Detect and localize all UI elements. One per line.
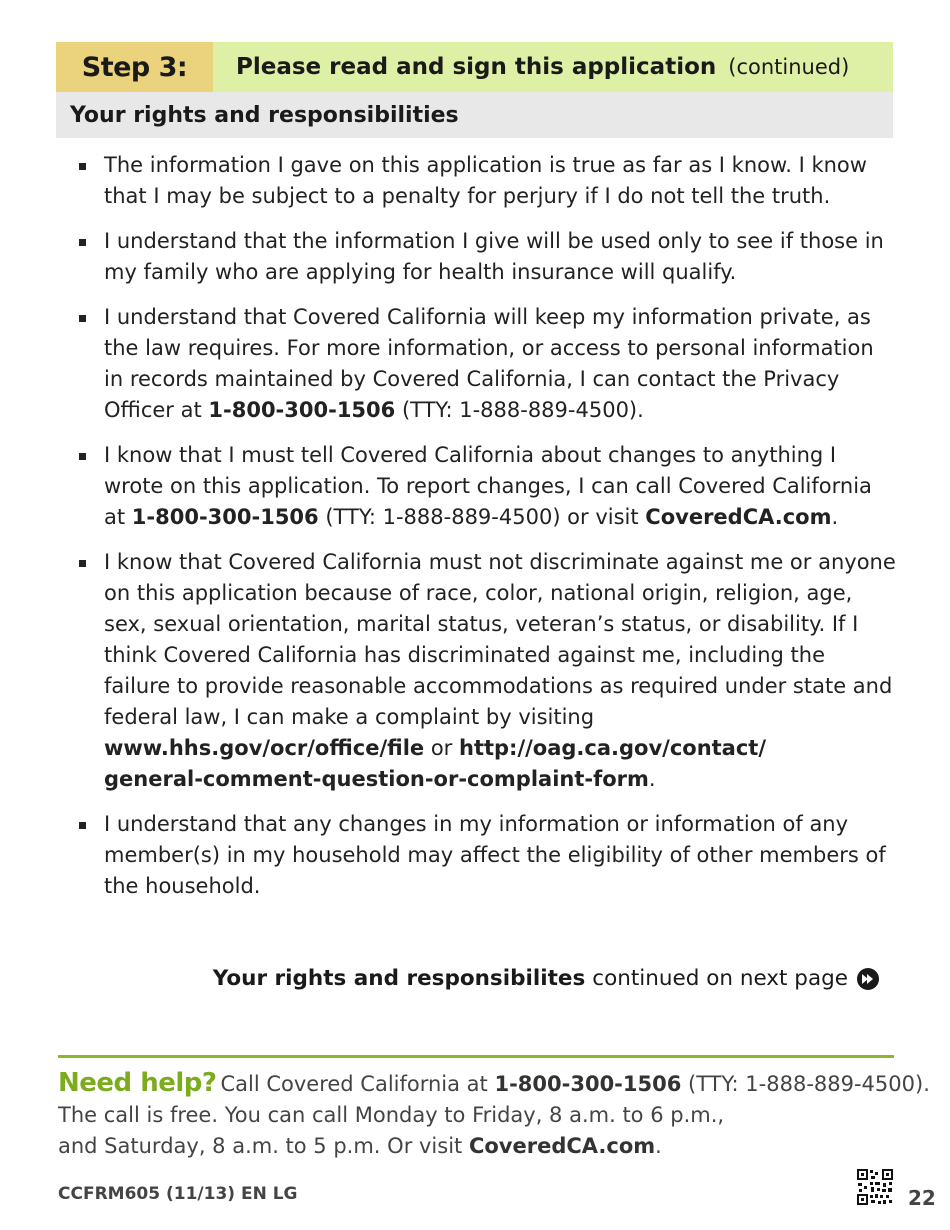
bullet-icon bbox=[79, 453, 86, 460]
step-continued: (continued) bbox=[728, 55, 850, 79]
list-item bbox=[76, 547, 896, 795]
rights-list bbox=[76, 150, 896, 916]
help-tty: (TTY: 1-888-889-4500). bbox=[681, 1072, 930, 1096]
list-item bbox=[76, 302, 896, 426]
bullet-text-end: . bbox=[831, 505, 839, 529]
help-end: . bbox=[655, 1134, 662, 1158]
next-page-icon bbox=[856, 967, 880, 991]
oag-link-part1: http://oag.ca.gov/contact/ bbox=[459, 736, 767, 760]
bullet-text-tty: (TTY: 1-888-889-4500) or visit bbox=[318, 505, 646, 529]
qr-code-icon bbox=[856, 1168, 894, 1206]
privacy-phone: 1-800-300-1506 bbox=[208, 398, 396, 422]
bullet-icon bbox=[79, 163, 86, 170]
help-hours: The call is free. You can call Monday to Friday, 8 a.m. to 6 p.m., bbox=[58, 1103, 725, 1127]
need-help-heading: Need help? bbox=[58, 1068, 217, 1098]
bullet-text: I know that Covered California must not discriminate against me or anyone on this application because of race, color, national origin, religion, age, sex, sexual orientation, marital status, veteran’s status, or disability. If I think Covered California has discriminated against me, including the failure to provide reasonable accommodations as required under state and federal law, I can make a complaint by visiting bbox=[104, 550, 896, 729]
step-label: Step 3: bbox=[56, 42, 213, 92]
bullet-text: I understand that Covered California will keep my information private, as the law requires. For more information, or access to personal information in records maintained by Covered California, I can contact the Privacy Officer at bbox=[104, 305, 874, 422]
step-title-box bbox=[213, 42, 893, 92]
help-section bbox=[58, 1068, 938, 1162]
list-item bbox=[76, 150, 896, 212]
bullet-text: I know that I must tell Covered California about changes to anything I wrote on this application. To report changes, I can call Covered California at bbox=[104, 443, 872, 529]
oag-link-part2: general-comment-question-or-complaint-form bbox=[104, 767, 649, 791]
bullet-icon bbox=[79, 560, 86, 567]
help-saturday: and Saturday, 8 a.m. to 5 p.m. Or visit bbox=[58, 1134, 469, 1158]
bullet-text-tty: (TTY: 1-888-889-4500). bbox=[395, 398, 644, 422]
hhs-link[interactable]: www.hhs.gov/ocr/office/file bbox=[104, 736, 425, 760]
list-item bbox=[76, 809, 896, 902]
help-phone: 1-800-300-1506 bbox=[494, 1072, 682, 1096]
bullet-text-or: or bbox=[424, 736, 459, 760]
continued-text: continued on next page bbox=[592, 966, 848, 991]
bullet-text-end: . bbox=[648, 767, 656, 791]
section-title: Your rights and responsibilities bbox=[56, 92, 893, 138]
continued-bold: Your rights and responsibilites bbox=[212, 966, 586, 991]
bullet-icon bbox=[79, 822, 86, 829]
help-coveredca-link[interactable]: CoveredCA.com bbox=[468, 1134, 656, 1158]
list-item bbox=[76, 440, 896, 533]
help-divider bbox=[58, 1055, 894, 1058]
step-header bbox=[56, 42, 893, 92]
continued-note bbox=[213, 966, 880, 991]
bullet-icon bbox=[79, 239, 86, 246]
coveredca-link[interactable]: CoveredCA.com bbox=[645, 505, 832, 529]
form-code: CCFRM605 (11/13) EN LG bbox=[58, 1184, 298, 1204]
bullet-icon bbox=[79, 315, 86, 322]
bullet-text: I understand that the information I give will be used only to see if those in my family who are applying for health insurance will qualify. bbox=[104, 229, 884, 284]
list-item bbox=[76, 226, 896, 288]
report-phone: 1-800-300-1506 bbox=[131, 505, 319, 529]
page-number: 22 bbox=[908, 1186, 936, 1210]
bullet-text: I understand that any changes in my information or information of any member(s) in my household may affect the eligibility of other members of the household. bbox=[104, 812, 886, 898]
help-text: Call Covered California at bbox=[220, 1072, 495, 1096]
bullet-text: The information I gave on this application is true as far as I know. I know that I may be subject to a penalty for perjury if I do not tell the truth. bbox=[104, 153, 867, 208]
step-title: Please read and sign this application bbox=[236, 54, 717, 80]
